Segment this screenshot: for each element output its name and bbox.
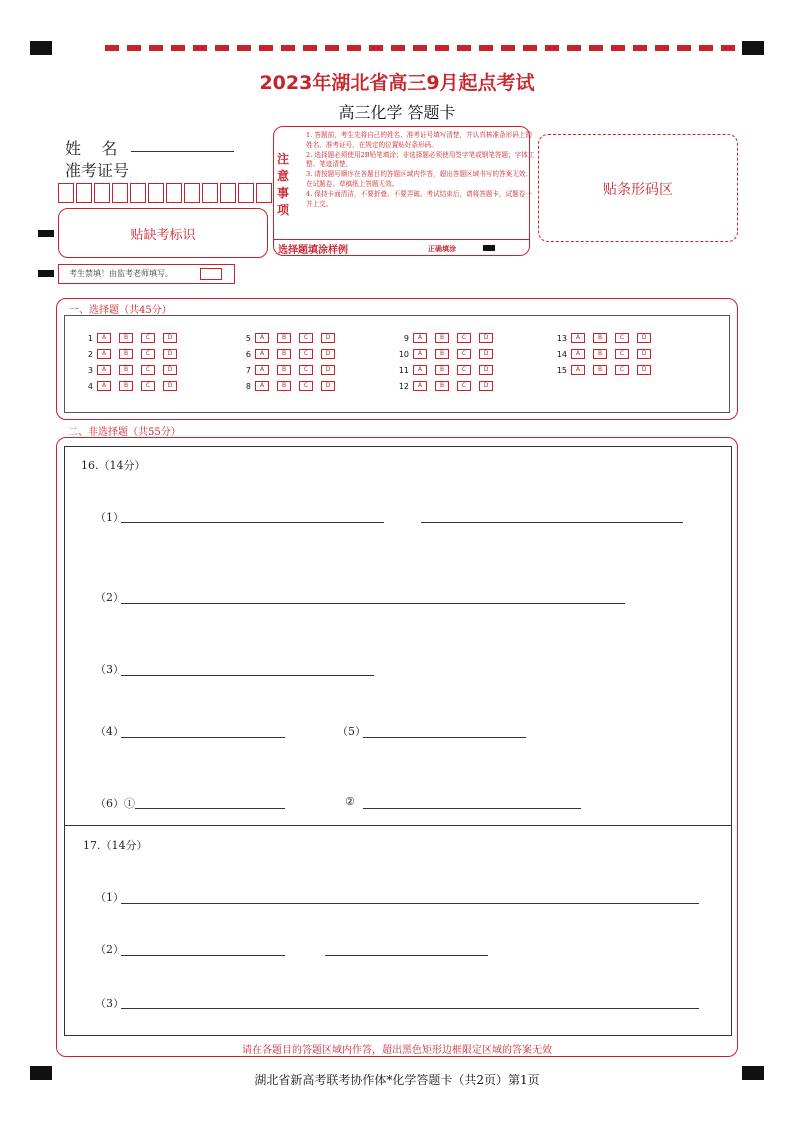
choice-option-c[interactable]: C — [457, 349, 471, 359]
choice-question-7 — [231, 365, 343, 375]
choice-question-2 — [73, 349, 185, 359]
proctor-fill-note: 考生禁填！由监考老师填写。 — [69, 269, 173, 278]
q17-part2-blank-b[interactable] — [325, 955, 488, 956]
page-footer: 湖北省新高考联考协作体*化学答题卡（共2页）第1页 — [254, 1073, 540, 1087]
choice-grid — [64, 315, 730, 413]
choice-option-b[interactable]: B — [119, 349, 133, 359]
choice-option-a[interactable]: A — [97, 381, 111, 391]
q16-part1-label: （1） — [95, 511, 124, 524]
choice-question-15 — [547, 365, 659, 375]
choice-number: 10 — [398, 349, 409, 359]
barcode-label: 贴条形码区 — [603, 182, 673, 198]
choice-option-b[interactable]: B — [119, 381, 133, 391]
exam-number-label: 准考证号 — [65, 161, 130, 180]
choice-number: 15 — [556, 365, 567, 375]
q16-part3-blank[interactable] — [121, 675, 374, 676]
choice-option-d[interactable]: D — [479, 381, 493, 391]
choice-question-11 — [389, 365, 501, 375]
choice-number: 2 — [87, 349, 93, 359]
choice-option-d[interactable]: D — [321, 333, 335, 343]
choice-option-b[interactable]: B — [435, 365, 449, 375]
choice-number: 5 — [245, 333, 251, 343]
choice-option-c[interactable]: C — [141, 365, 155, 375]
choice-option-c[interactable]: C — [141, 333, 155, 343]
choice-option-d[interactable]: D — [163, 333, 177, 343]
choice-option-c[interactable]: C — [299, 381, 313, 391]
q17-part3-blank[interactable] — [121, 1008, 699, 1009]
notice-item: 4. 保持卡面清洁，不要折叠、不要弄破。考试结束后，请将答题卡，试题卷一并上交。 — [306, 189, 532, 208]
choice-number: 14 — [556, 349, 567, 359]
choice-option-d[interactable]: D — [163, 349, 177, 359]
exam-title: 2023年湖北省高三9月起点考试 — [259, 72, 535, 94]
choice-option-d[interactable]: D — [163, 381, 177, 391]
choice-number: 13 — [556, 333, 567, 343]
choice-option-c[interactable]: C — [615, 349, 629, 359]
choice-option-b[interactable]: B — [119, 333, 133, 343]
choice-option-a[interactable]: A — [413, 349, 427, 359]
free-response-section — [56, 437, 738, 1057]
notice-item: 3. 请按题号顺序在各题目的答题区域内作答，超出答题区域书写的答案无效；在试题卷、草稿纸上答题无效。 — [306, 170, 532, 188]
choice-number: 4 — [87, 381, 93, 391]
choice-option-d[interactable]: D — [163, 365, 177, 375]
choice-option-d[interactable]: D — [321, 349, 335, 359]
choice-option-a[interactable]: A — [255, 365, 269, 375]
choice-number: 7 — [245, 365, 251, 375]
choice-number: 11 — [398, 365, 409, 375]
choice-option-b[interactable]: B — [435, 381, 449, 391]
choice-number: 8 — [245, 381, 251, 391]
choice-option-a[interactable]: A — [97, 333, 111, 343]
choice-option-a[interactable]: A — [97, 365, 111, 375]
section2-title: 二、非选择题（共55分） — [68, 427, 181, 438]
notice-box — [273, 126, 535, 256]
notice-side-label: 注 意 事 项 — [277, 152, 290, 217]
choice-option-b[interactable]: B — [435, 349, 449, 359]
choice-option-b[interactable]: B — [119, 365, 133, 375]
choice-question-14 — [547, 349, 659, 359]
q17-part2-blank-a[interactable] — [121, 955, 285, 956]
choice-option-c[interactable]: C — [457, 381, 471, 391]
corner-marker-tr — [742, 41, 764, 55]
barcode-area[interactable] — [538, 134, 738, 242]
choice-option-d[interactable]: D — [479, 349, 493, 359]
correct-fill-label: 正确填涂 — [428, 245, 456, 253]
choice-question-6 — [231, 349, 343, 359]
q17-part1-blank[interactable] — [121, 903, 699, 904]
choice-question-9 — [389, 333, 501, 343]
exam-number-boxes[interactable] — [58, 183, 274, 203]
choice-option-a[interactable]: A — [571, 333, 585, 343]
choice-option-d[interactable]: D — [637, 365, 651, 375]
q16-part1-blank-b[interactable] — [421, 522, 683, 523]
choice-number: 1 — [87, 333, 93, 343]
choice-option-b[interactable]: B — [593, 333, 607, 343]
choice-option-d[interactable]: D — [321, 365, 335, 375]
q16-part4-blank[interactable] — [121, 737, 285, 738]
choice-option-b[interactable]: B — [277, 333, 291, 343]
choice-option-c[interactable]: C — [141, 349, 155, 359]
name-label: 姓 名 — [65, 139, 118, 158]
choice-option-a[interactable]: A — [413, 365, 427, 375]
choice-option-a[interactable]: A — [413, 381, 427, 391]
q16-title: 16.（14分） — [81, 459, 146, 472]
choice-option-c[interactable]: C — [457, 333, 471, 343]
choice-option-a[interactable]: A — [255, 381, 269, 391]
choice-option-a[interactable]: A — [571, 365, 585, 375]
q16-part5-label: （5） — [337, 725, 366, 738]
exam-subtitle: 高三化学 答题卡 — [338, 103, 456, 122]
q16-part5-blank[interactable] — [363, 737, 526, 738]
choice-option-d[interactable]: D — [321, 381, 335, 391]
choice-option-d[interactable]: D — [479, 333, 493, 343]
proctor-fill-cell[interactable] — [200, 268, 222, 280]
sample-label: 选择题填涂样例 — [278, 245, 348, 256]
name-field[interactable] — [131, 151, 234, 152]
q17-part1-label: （1） — [95, 891, 124, 904]
choice-number: 3 — [87, 365, 93, 375]
choice-question-12 — [389, 381, 501, 391]
choice-option-c[interactable]: C — [141, 381, 155, 391]
marker-left-2 — [38, 270, 54, 277]
choice-question-8 — [231, 381, 343, 391]
q16-part6-blank-b[interactable] — [363, 808, 581, 809]
q17-part3-label: （3） — [95, 997, 124, 1010]
q16-part4-label: （4） — [95, 725, 124, 738]
question-divider — [65, 825, 731, 826]
choice-option-b[interactable]: B — [277, 349, 291, 359]
q16-part2-label: （2） — [95, 591, 124, 604]
q17-title: 17.（14分） — [83, 839, 148, 852]
choice-number: 6 — [245, 349, 251, 359]
choice-number: 12 — [398, 381, 409, 391]
choice-option-a[interactable]: A — [255, 333, 269, 343]
marker-left-1 — [38, 230, 54, 237]
notice-item: 2. 选择题必须使用2B铅笔填涂；非选择题必须使用签字笔或钢笔答题；字体工整、笔迹清楚。 — [306, 150, 535, 169]
q16-part6-label: （6）① — [95, 797, 135, 810]
choice-option-a[interactable]: A — [571, 349, 585, 359]
choice-option-d[interactable]: D — [637, 333, 651, 343]
choice-option-a[interactable]: A — [97, 349, 111, 359]
q16-part6-label-b: ② — [345, 795, 355, 808]
q16-part3-label: （3） — [95, 663, 124, 676]
choice-question-4 — [73, 381, 185, 391]
q16-part6-blank-a[interactable] — [135, 808, 285, 809]
choice-question-10 — [389, 349, 501, 359]
notice-list — [294, 131, 538, 209]
choice-option-c[interactable]: C — [299, 365, 313, 375]
choice-question-13 — [547, 333, 659, 343]
choice-option-c[interactable]: C — [615, 365, 629, 375]
choice-option-a[interactable]: A — [413, 333, 427, 343]
choice-option-b[interactable]: B — [593, 365, 607, 375]
correct-fill-sample — [483, 245, 495, 251]
section1-title: 一、选择题（共45分） — [69, 305, 172, 316]
proctor-fill-box — [58, 264, 235, 284]
choice-option-b[interactable]: B — [277, 365, 291, 375]
choice-question-3 — [73, 365, 185, 375]
top-dashed-bar — [105, 45, 735, 51]
choice-option-c[interactable]: C — [457, 365, 471, 375]
choice-option-b[interactable]: B — [593, 349, 607, 359]
notice-item: 1. 答题前，考生先将自己的姓名、准考证号填写清楚，并认真核准条形码上的姓名、准考证号，在规定的位置贴好条形码。 — [306, 131, 532, 149]
multiple-choice-section — [56, 298, 738, 420]
q16-part2-blank[interactable] — [121, 603, 625, 604]
choice-option-c[interactable]: C — [299, 349, 313, 359]
q17-part2-label: （2） — [95, 943, 124, 956]
answer-area — [64, 446, 732, 1036]
choice-number: 9 — [403, 333, 409, 343]
choice-option-c[interactable]: C — [299, 333, 313, 343]
choice-option-d[interactable]: D — [479, 365, 493, 375]
q16-part1-blank-a[interactable] — [121, 522, 384, 523]
choice-option-c[interactable]: C — [615, 333, 629, 343]
choice-question-5 — [231, 333, 343, 343]
answer-area-warning: 请在各题目的答题区域内作答，超出黑色矩形边框限定区域的答案无效 — [242, 1045, 552, 1056]
choice-option-b[interactable]: B — [277, 381, 291, 391]
choice-option-b[interactable]: B — [435, 333, 449, 343]
choice-option-a[interactable]: A — [255, 349, 269, 359]
choice-option-d[interactable]: D — [637, 349, 651, 359]
missing-exam-label: 贴缺考标识 — [130, 228, 196, 243]
corner-marker-tl — [30, 41, 52, 55]
missing-exam-box[interactable] — [58, 208, 268, 258]
choice-question-1 — [73, 333, 185, 343]
